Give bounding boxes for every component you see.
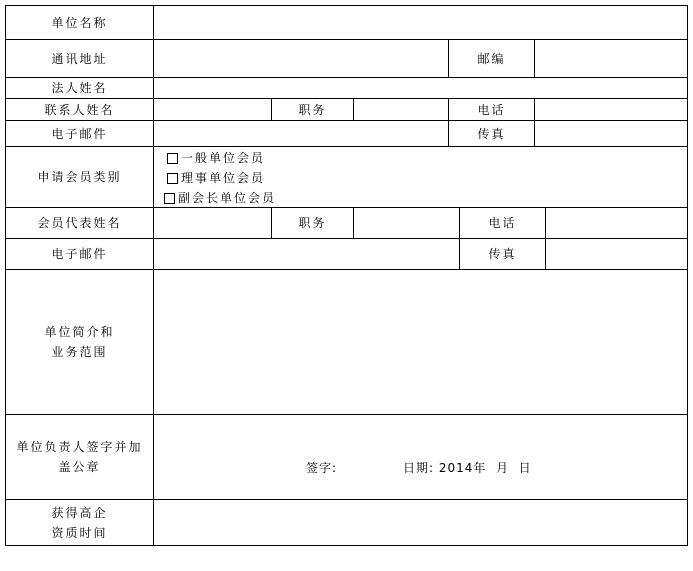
contact-position-label: 职务 xyxy=(298,102,327,117)
address-label: 通讯地址 xyxy=(51,51,108,66)
unit-name-field[interactable] xyxy=(154,6,687,39)
qualification-label: 获得高企 资质时间 xyxy=(51,505,108,540)
border-bottom xyxy=(5,545,688,546)
date-text: 日期: 2014年 月 日 xyxy=(403,461,532,475)
rep-fax-field[interactable] xyxy=(546,239,687,269)
rep-phone-label: 电话 xyxy=(488,216,517,230)
rep-name-field[interactable] xyxy=(154,208,271,238)
postcode-field[interactable] xyxy=(535,40,687,77)
option-director-member[interactable]: 理事单位会员 xyxy=(167,168,276,188)
legal-person-label: 法人姓名 xyxy=(51,81,108,95)
rep-position-label: 职务 xyxy=(298,216,327,230)
rep-position-field[interactable] xyxy=(354,208,459,238)
email-field[interactable] xyxy=(154,121,448,146)
option-general-member[interactable]: 一般单位会员 xyxy=(167,148,276,168)
checkbox-icon[interactable] xyxy=(167,173,178,184)
email-label: 电子邮件 xyxy=(51,126,108,141)
sign-text: 签字: xyxy=(306,461,338,475)
member-type-options xyxy=(167,148,276,208)
postcode-label: 邮编 xyxy=(477,51,506,66)
rep-phone-field[interactable] xyxy=(546,208,687,238)
intro-field[interactable] xyxy=(154,270,687,414)
contact-name-label: 联系人姓名 xyxy=(44,102,115,117)
fax-field[interactable] xyxy=(535,121,687,146)
member-type-label: 申请会员类别 xyxy=(37,170,122,184)
intro-label: 单位简介和 业务范围 xyxy=(44,325,115,359)
option-vice-president-member[interactable]: 副会长单位会员 xyxy=(164,188,276,208)
qualification-field[interactable] xyxy=(154,500,687,545)
rep-fax-label: 传真 xyxy=(488,247,517,261)
rep-email-label: 电子邮件 xyxy=(51,247,108,261)
signature-label: 单位负责人签字并加 盖公章 xyxy=(16,440,143,474)
contact-position-field[interactable] xyxy=(354,99,448,120)
checkbox-icon[interactable] xyxy=(167,153,178,164)
rep-email-field[interactable] xyxy=(154,239,459,269)
unit-name-label: 单位名称 xyxy=(51,15,108,30)
fax-label: 传真 xyxy=(477,126,506,141)
contact-phone-field[interactable] xyxy=(535,99,687,120)
border-right xyxy=(687,5,688,546)
rep-name-label: 会员代表姓名 xyxy=(37,216,122,230)
contact-name-field[interactable] xyxy=(154,99,271,120)
checkbox-icon[interactable] xyxy=(164,193,175,204)
legal-person-field[interactable] xyxy=(154,78,687,98)
contact-phone-label: 电话 xyxy=(477,102,506,117)
address-field[interactable] xyxy=(154,40,448,77)
